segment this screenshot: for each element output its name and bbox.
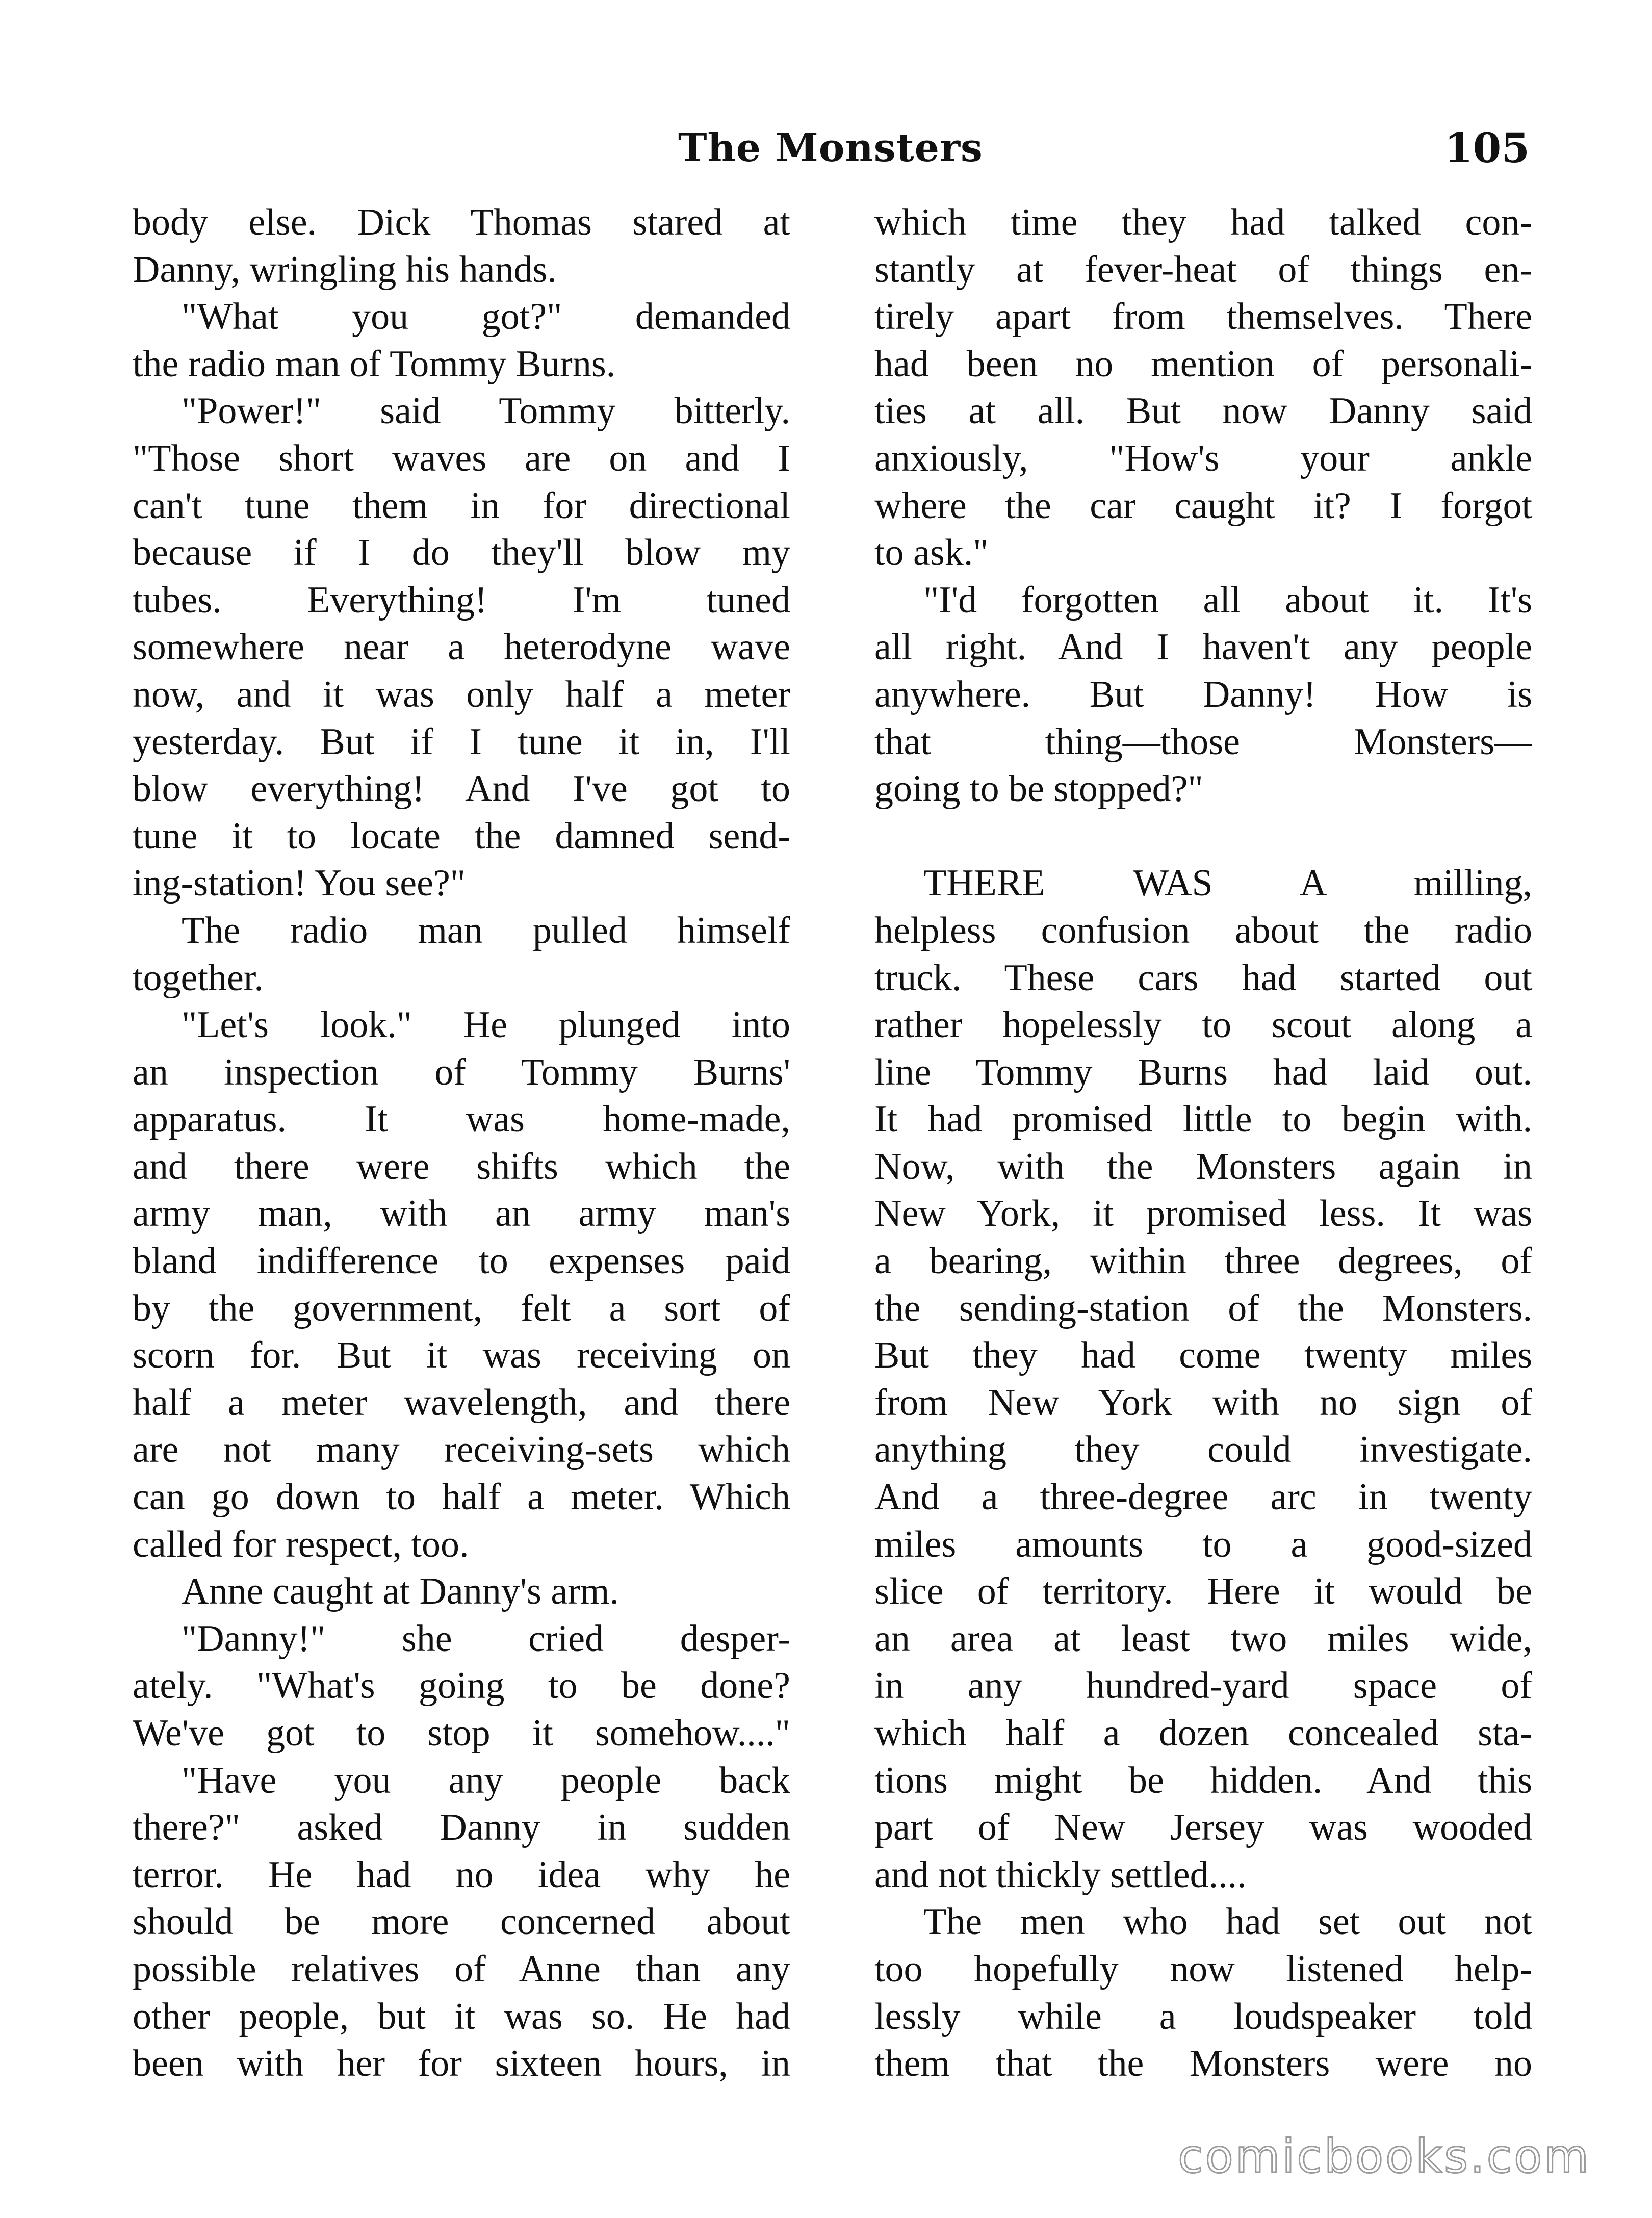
text-line: the radio man of Tommy Burns. xyxy=(133,343,616,385)
text-line: "Let's look." He plunged into xyxy=(182,1004,790,1046)
text-line: New York, it promised less. It was xyxy=(874,1193,1532,1235)
text-line: And a three-degree arc in twenty xyxy=(874,1476,1532,1518)
text-line: other people, but it was so. He had xyxy=(133,1995,790,2038)
text-line xyxy=(874,813,1532,860)
text-line: lessly while a loudspeaker told xyxy=(874,1995,1532,2038)
text-line: a bearing, within three degrees, of xyxy=(874,1240,1532,1282)
text-line: which half a dozen concealed sta- xyxy=(874,1712,1532,1754)
text-line: somewhere near a heterodyne wave xyxy=(133,626,790,668)
text-line: anxiously, "How's your ankle xyxy=(874,437,1532,479)
text-line: ately. "What's going to be done? xyxy=(133,1665,790,1707)
text-line: are not many receiving-sets which xyxy=(133,1429,790,1471)
text-line: all right. And I haven't any people xyxy=(874,626,1532,668)
text-line: had been no mention of personali- xyxy=(874,343,1532,385)
text-line: from New York with no sign of xyxy=(874,1381,1532,1424)
text-line: army man, with an army man's xyxy=(133,1193,790,1235)
text-line: and there were shifts which the xyxy=(133,1145,790,1188)
text-line: now, and it was only half a meter xyxy=(133,673,790,715)
text-line: called for respect, too. xyxy=(133,1523,469,1565)
text-line: because if I do they'll blow my xyxy=(133,532,790,574)
text-line: that thing—those Monsters— xyxy=(874,720,1532,763)
text-line: an inspection of Tommy Burns' xyxy=(133,1051,790,1093)
text-line: blow everything! And I've got to xyxy=(133,768,790,810)
text-line: The radio man pulled himself xyxy=(182,909,790,951)
text-line: and not thickly settled.... xyxy=(874,1853,1247,1896)
text-line: ties at all. But now Danny said xyxy=(874,390,1532,432)
left-text-column xyxy=(133,199,790,2087)
text-line: can't tune them in for directional xyxy=(133,484,790,527)
running-head xyxy=(133,120,1530,181)
text-line: by the government, felt a sort of xyxy=(133,1287,790,1329)
text-line: can go down to half a meter. Which xyxy=(133,1476,790,1518)
text-line: It had promised little to begin with. xyxy=(874,1098,1532,1141)
text-line: tubes. Everything! I'm tuned xyxy=(133,579,790,621)
text-line: there?" asked Danny in sudden xyxy=(133,1807,790,1849)
running-title: The Monsters xyxy=(678,125,983,170)
text-line: yesterday. But if I tune it in, I'll xyxy=(133,720,790,763)
text-line: anywhere. But Danny! How is xyxy=(874,673,1532,715)
text-line: apparatus. It was home-made, xyxy=(133,1098,790,1141)
text-line: helpless confusion about the radio xyxy=(874,909,1532,951)
text-line: Now, with the Monsters again in xyxy=(874,1145,1532,1188)
right-text-column xyxy=(874,199,1532,2087)
text-line: where the car caught it? I forgot xyxy=(874,484,1532,527)
page-number: 105 xyxy=(1444,124,1530,172)
text-line: too hopefully now listened help- xyxy=(874,1948,1532,1990)
watermark: comicbooks.com xyxy=(1178,2130,1591,2183)
text-line: half a meter wavelength, and there xyxy=(133,1381,790,1424)
text-line: "Have you any people back xyxy=(182,1759,790,1801)
text-line: them that the Monsters were no xyxy=(874,2043,1532,2085)
text-line: THERE WAS A milling, xyxy=(923,862,1532,905)
text-line: "What you got?" demanded xyxy=(182,296,790,338)
text-line: Anne caught at Danny's arm. xyxy=(182,1570,619,1613)
text-line: in any hundred-yard space of xyxy=(874,1665,1532,1707)
text-line: stantly at fever-heat of things en- xyxy=(874,248,1532,291)
text-line: ing-station! You see?" xyxy=(133,862,466,905)
text-line: "Power!" said Tommy bitterly. xyxy=(182,390,790,432)
text-line: "I'd forgotten all about it. It's xyxy=(923,579,1532,621)
text-line: tions might be hidden. And this xyxy=(874,1759,1532,1801)
text-line: bland indifference to expenses paid xyxy=(133,1240,790,1282)
text-line: the sending-station of the Monsters. xyxy=(874,1287,1532,1329)
text-line: should be more concerned about xyxy=(133,1901,790,1943)
text-line: slice of territory. Here it would be xyxy=(874,1570,1532,1613)
text-line: going to be stopped?" xyxy=(874,768,1203,810)
text-line: terror. He had no idea why he xyxy=(133,1853,790,1896)
text-line: truck. These cars had started out xyxy=(874,957,1532,999)
text-line: But they had come twenty miles xyxy=(874,1334,1532,1377)
text-line: Danny, wringling his hands. xyxy=(133,248,557,291)
text-line: anything they could investigate. xyxy=(874,1429,1532,1471)
text-line: line Tommy Burns had laid out. xyxy=(874,1051,1532,1093)
text-line: to ask." xyxy=(874,532,989,574)
text-line: been with her for sixteen hours, in xyxy=(133,2043,790,2085)
text-line: which time they had talked con- xyxy=(874,201,1532,243)
text-line: together. xyxy=(133,957,264,999)
text-line: body else. Dick Thomas stared at xyxy=(133,201,790,243)
text-line: an area at least two miles wide, xyxy=(874,1617,1532,1660)
text-line: part of New Jersey was wooded xyxy=(874,1807,1532,1849)
text-line: tirely apart from themselves. There xyxy=(874,296,1532,338)
text-line: "Danny!" she cried desper- xyxy=(182,1617,790,1660)
text-line: tune it to locate the damned send- xyxy=(133,815,790,857)
text-line: miles amounts to a good-sized xyxy=(874,1523,1532,1565)
text-line: We've got to stop it somehow...." xyxy=(133,1712,790,1754)
text-line: The men who had set out not xyxy=(923,1901,1532,1943)
text-line: "Those short waves are on and I xyxy=(133,437,790,479)
text-line: possible relatives of Anne than any xyxy=(133,1948,790,1990)
text-line: scorn for. But it was receiving on xyxy=(133,1334,790,1377)
text-line: rather hopelessly to scout along a xyxy=(874,1004,1532,1046)
